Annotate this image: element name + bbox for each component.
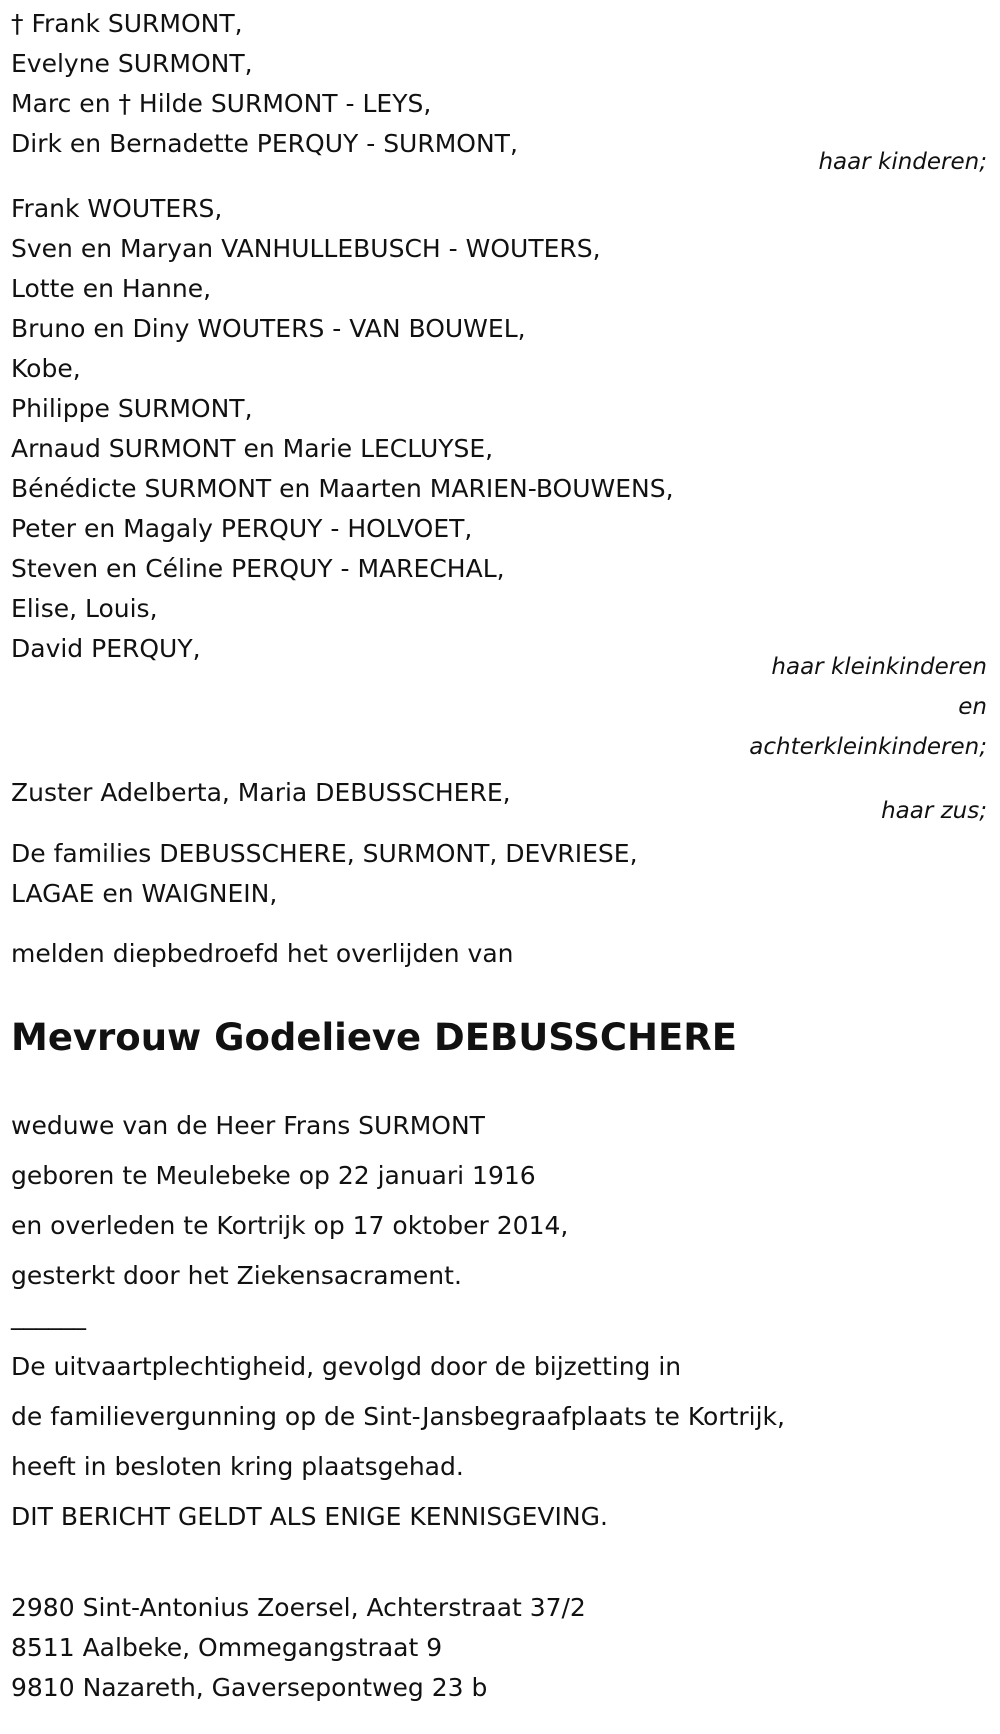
address-line: 9810 Nazareth, Gaversepontweg 23 b — [11, 1673, 488, 1702]
separator — [11, 1301, 86, 1331]
sister-role-label: haar zus; — [881, 798, 987, 824]
children-role-label: haar kinderen; — [818, 149, 987, 175]
grandchild-line: Peter en Magaly PERQUY - HOLVOET, — [11, 514, 473, 543]
funeral-line: heeft in besloten kring plaatsgehad. — [11, 1452, 464, 1481]
separator-line: ______ — [11, 1301, 86, 1330]
grandchild-line: David PERQUY, — [11, 634, 201, 663]
families-line: De families DEBUSSCHERE, SURMONT, DEVRIESE, — [11, 839, 638, 868]
funeral-line: DIT BERICHT GELDT ALS ENIGE KENNISGEVING. — [11, 1502, 608, 1531]
grandchildren-role-label: haar kleinkinderen — [771, 654, 987, 680]
grandchildren-role-label: en — [958, 694, 987, 720]
detail-line: en overleden te Kortrijk op 17 oktober 2014, — [11, 1211, 569, 1240]
grandchild-line: Bénédicte SURMONT en Maarten MARIEN-BOUWENS, — [11, 474, 674, 503]
child-line: Marc en † Hilde SURMONT - LEYS, — [11, 89, 432, 118]
families-line: LAGAE en WAIGNEIN, — [11, 879, 278, 908]
details-group — [11, 1101, 989, 1301]
announcement-text: melden diepbedroefd het overlijden van — [11, 939, 514, 968]
grandchild-line: Sven en Maryan VANHULLEBUSCH - WOUTERS, — [11, 234, 601, 263]
detail-line: gesterkt door het Ziekensacrament. — [11, 1261, 462, 1290]
child-line: Evelyne SURMONT, — [11, 49, 253, 78]
address-line: 2980 Sint-Antonius Zoersel, Achterstraat 37/2 — [11, 1593, 586, 1622]
grandchild-line: Lotte en Hanne, — [11, 274, 212, 303]
grandchild-line: Steven en Céline PERQUY - MARECHAL, — [11, 554, 505, 583]
child-line: † Frank SURMONT, — [11, 9, 243, 38]
sister-line: Zuster Adelberta, Maria DEBUSSCHERE, — [11, 778, 511, 807]
detail-line: geboren te Meulebeke op 22 januari 1916 — [11, 1161, 536, 1190]
funeral-line: De uitvaartplechtigheid, gevolgd door de bijzetting in — [11, 1352, 682, 1381]
funeral-line: de familievergunning op de Sint-Jansbegraafplaats te Kortrijk, — [11, 1402, 785, 1431]
deceased-name: Mevrouw Godelieve DEBUSSCHERE — [11, 1016, 738, 1059]
families-group — [11, 834, 989, 914]
announcement-group — [11, 934, 989, 974]
addresses-group — [11, 1588, 989, 1708]
grandchild-line: Elise, Louis, — [11, 594, 158, 623]
grandchild-line: Arnaud SURMONT en Marie LECLUYSE, — [11, 434, 494, 463]
address-line: 8511 Aalbeke, Ommegangstraat 9 — [11, 1633, 443, 1662]
grandchild-line: Kobe, — [11, 354, 81, 383]
child-line: Dirk en Bernadette PERQUY - SURMONT, — [11, 129, 518, 158]
grandchild-line: Frank WOUTERS, — [11, 194, 223, 223]
grandchild-line: Bruno en Diny WOUTERS - VAN BOUWEL, — [11, 314, 526, 343]
children-group — [11, 4, 989, 182]
detail-line: weduwe van de Heer Frans SURMONT — [11, 1111, 485, 1140]
sister-group — [11, 773, 989, 831]
grandchild-line: Philippe SURMONT, — [11, 394, 253, 423]
grandchildren-group — [11, 189, 989, 767]
grandchildren-role-label: achterkleinkinderen; — [749, 734, 987, 760]
funeral-group — [11, 1342, 989, 1542]
